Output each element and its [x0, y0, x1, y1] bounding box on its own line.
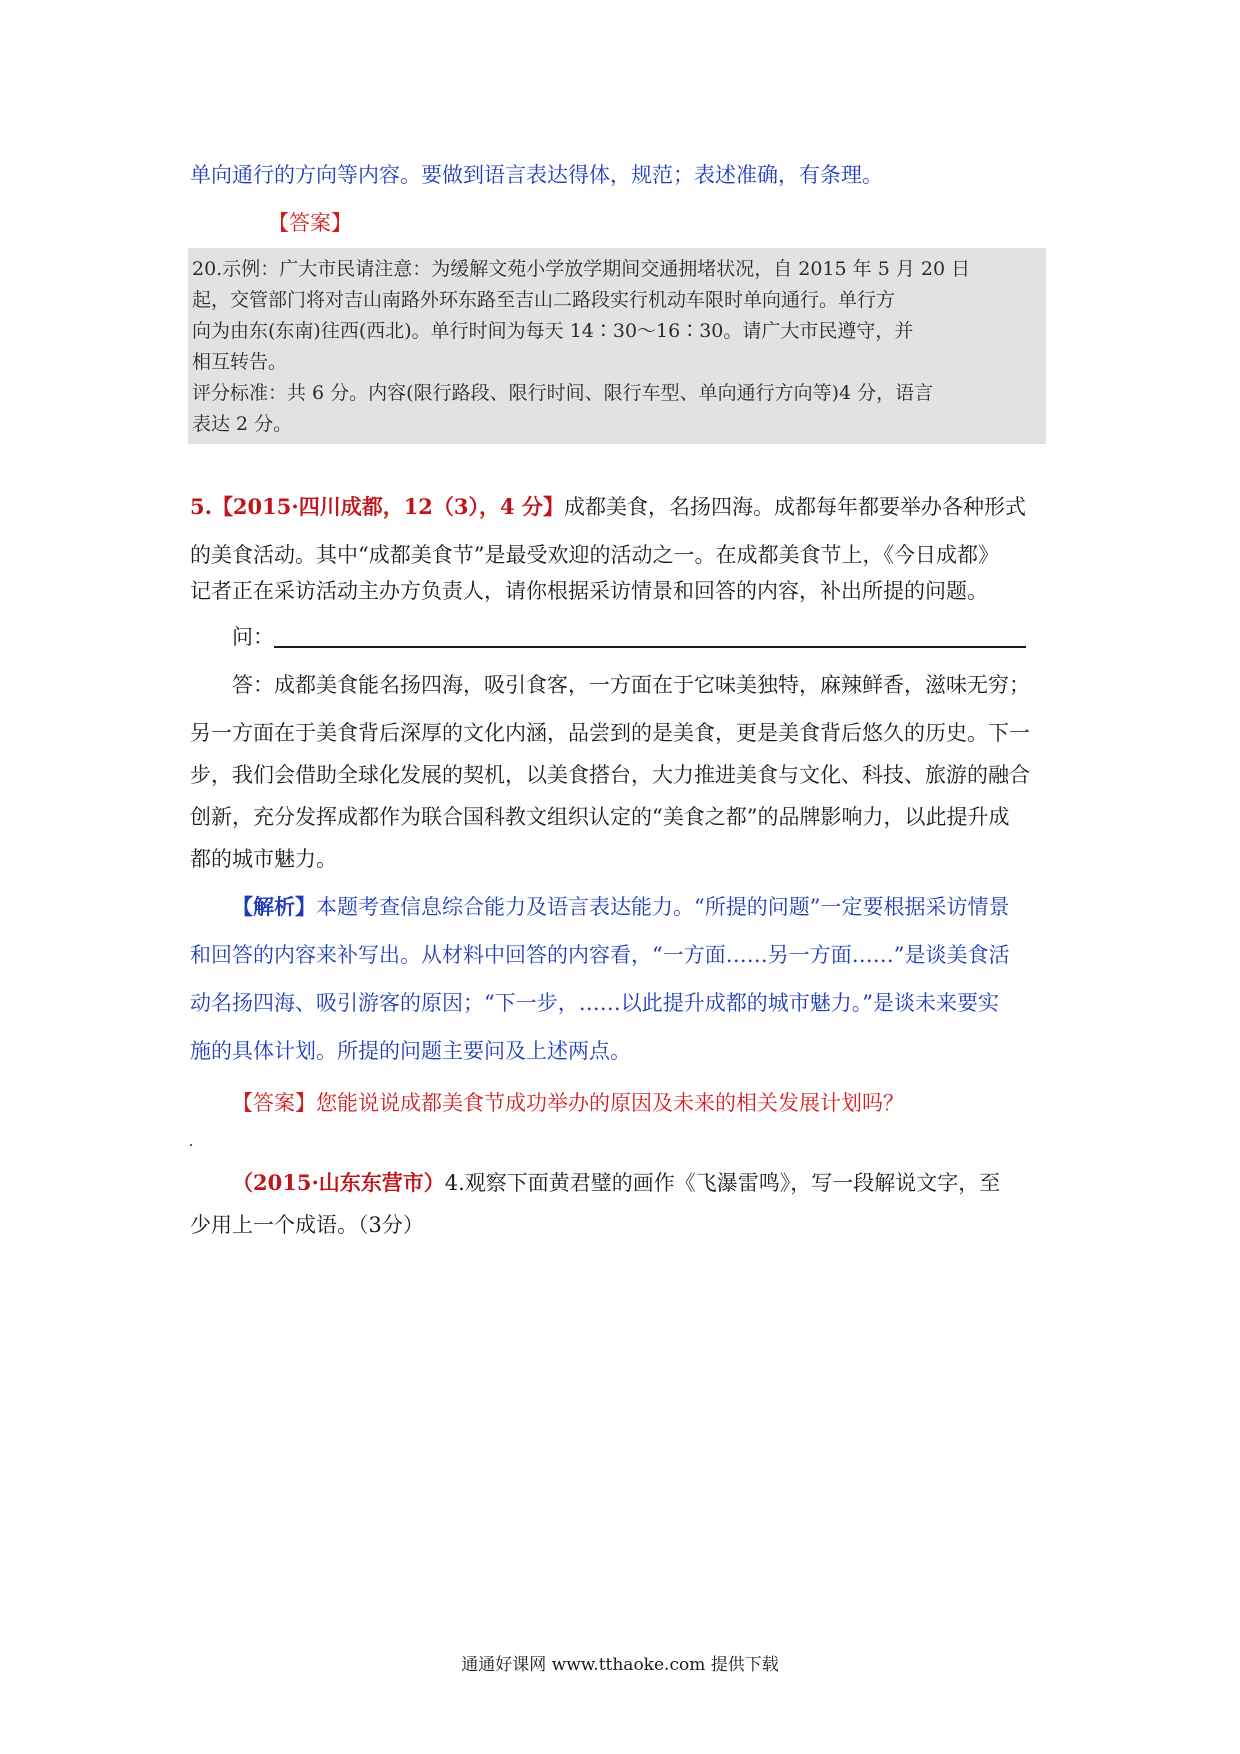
scan-line: 评分标准：共 6 分。内容(限行路段、限行时间、限行车型、单向通行方向等)4 分，语言	[192, 382, 934, 404]
question-source: （2015·山东东营市）	[232, 1170, 445, 1195]
question-stem: 的美食活动。其中“成都美食节”是最受欢迎的活动之一。在成都美食节上，《今日成都》	[190, 543, 999, 567]
scan-line: 20.示例：广大市民请注意：为缓解文苑小学放学期间交通拥堵状况，自 2015 年 5 月 20 日	[192, 258, 971, 280]
scan-line: 相互转告。	[192, 351, 288, 373]
scan-line: 起，交管部门将对吉山南路外环东路至吉山二路段实行机动车限时单向通行。单行方	[192, 289, 896, 311]
scanned-answer-image	[188, 248, 1046, 444]
question-stem: 成都美食，名扬四海。成都每年都要举办各种形式	[563, 495, 1026, 519]
answer-text: 您能说说成都美食节成功举办的原因及未来的相关发展计划吗？	[316, 1091, 904, 1115]
analysis-paragraph-line	[232, 892, 1009, 922]
answer-text: 答：成都美食能名扬四海，吸引食客，一方面在于它味美独特，麻辣鲜香，滋味无穷；	[232, 673, 1030, 697]
analysis-text: 和回答的内容来补写出。从材料中回答的内容看，“一方面……另一方面……”是谈美食活	[190, 943, 1010, 967]
analysis-text: 本题考查信息综合能力及语言表达能力。“所提的问题”一定要根据采访情景	[316, 895, 1010, 919]
answer-label: 【答案】	[232, 1091, 316, 1115]
question-stem: 记者正在采访活动主办方负责人，请你根据采访情景和回答的内容，补出所提的问题。	[190, 579, 988, 603]
answer-text: 另一方面在于美食背后深厚的文化内涵，品尝到的是美食，更是美食背后悠久的历史。下一	[190, 721, 1030, 745]
answer-line	[232, 1088, 904, 1118]
analysis-text: 动名扬四海、吸引游客的原因；“下一步，……以此提升成都的城市魅力。”是谈未来要实	[190, 991, 999, 1015]
question-stem: 4.观察下面黄君璧的画作《飞瀑雷鸣》，写一段解说文字，至	[444, 1171, 1001, 1195]
answer-label: 【答案】	[268, 211, 352, 235]
scan-line: 向为由东(东南)往西(西北)。单行时间为每天 14∶30～16∶30。请广大市民遵守，并	[192, 320, 914, 342]
analysis-text: 施的具体计划。所提的问题主要问及上述两点。	[190, 1039, 631, 1063]
answer-text: 创新，充分发挥成都作为联合国科教文组织认定的“美食之都”的品牌影响力，以此提升成	[190, 805, 1010, 829]
page-footer: 通通好课网 www.tthaoke.com 提供下载	[461, 1655, 779, 1675]
question-5-first-line	[190, 492, 1026, 522]
question-source: 【2015·四川成都，12（3），4 分】	[211, 494, 564, 519]
question-stem: 少用上一个成语。（3分）	[190, 1213, 424, 1237]
analysis-label: 【解析】	[232, 894, 316, 919]
answer-text: 步，我们会借助全球化发展的契机，以美食搭台，大力推进美食与文化、科技、旅游的融合	[190, 763, 1030, 787]
question-number: 5.	[190, 494, 212, 519]
ask-blank-line	[274, 646, 1026, 648]
answer-text: 都的城市魅力。	[190, 847, 337, 871]
stray-dot	[190, 1144, 192, 1146]
analysis-tail: 单向通行的方向等内容。要做到语言表达得体，规范；表述准确，有条理。	[190, 163, 883, 187]
next-question-first-line	[232, 1168, 1000, 1198]
scan-line: 表达 2 分。	[192, 413, 293, 435]
ask-label: 问：	[232, 625, 274, 649]
